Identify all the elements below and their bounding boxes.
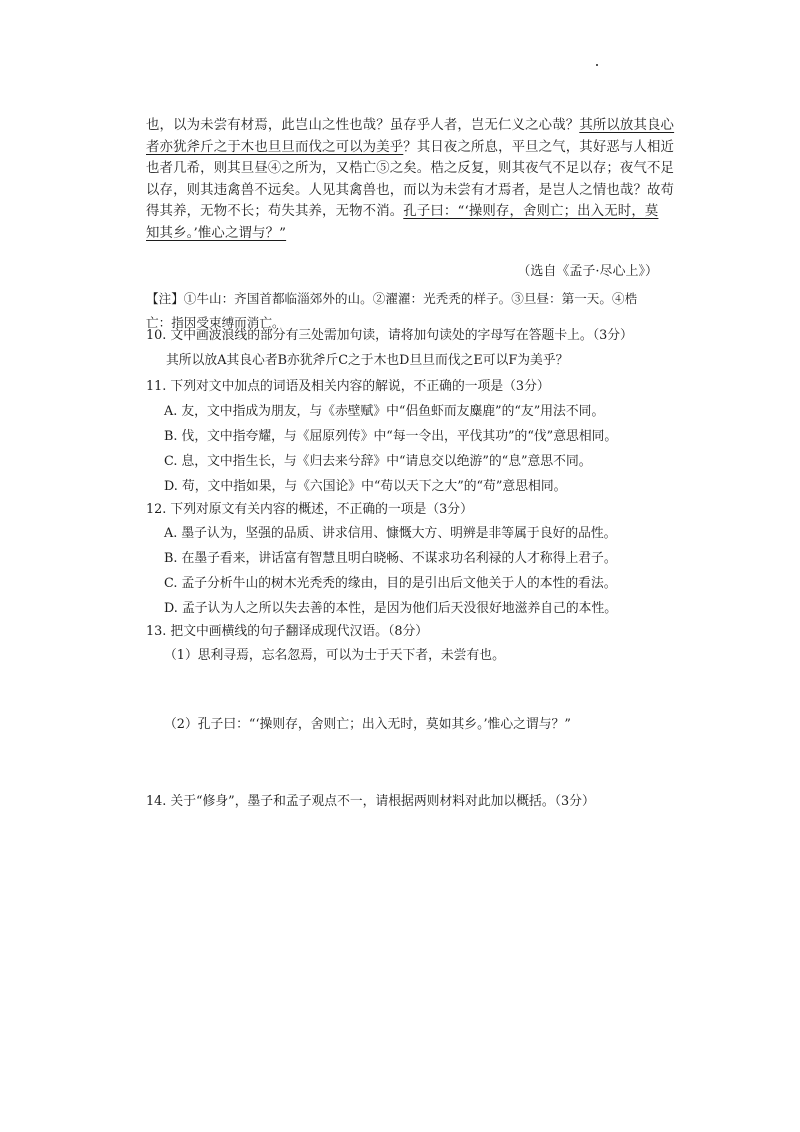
question-11-stem: 11. 下列对文中加点的词语及相关内容的解说，不正确的一项是（3分）: [146, 379, 550, 394]
question-12-option-a: A. 墨子认为，坚强的品质、讲求信用、慷慨大方、明辨是非等属于良好的品性。: [164, 526, 617, 541]
note-line: 亡：指因受束缚而消亡。: [146, 315, 285, 330]
question-11-option-d: D. 苟，文中指如果，与《六国论》中“苟以天下之大”的“苟”意思相同。: [164, 479, 567, 494]
underlined-text: 知其乡。’惟心之谓与？”: [146, 225, 287, 241]
passage-text: 以存，则其违禽兽不远矣。人见其禽兽也，而以为未尝有才焉者，是岂人之情也哉？故苟: [146, 182, 675, 198]
passage-text: 得其养，无物不长；苟失其养，无物不消。: [146, 204, 404, 219]
classical-passage: [146, 115, 675, 244]
question-12-option-d: D. 孟子认为人之所以失去善的本性，是因为他们后天没很好地滋养自己的本性。: [164, 601, 618, 616]
passage-line: [146, 180, 675, 202]
passage-text: 也者几希，则其旦昼④之所为，又梏亡⑤之矣。梏之反复，则其夜气不足以存；夜气不足: [146, 161, 675, 176]
question-12-option-c: C. 孟子分析牛山的树木光秃秃的缘由，目的是引出后文他关于人的本性的看法。: [164, 576, 617, 591]
question-13-sentence-1: （1）思利寻焉，忘名忽焉，可以为士于天下者，未尝有也。: [164, 648, 505, 663]
note-line: 【注】①牛山：齐国首都临淄郊外的山。②濯濯：光秃秃的样子。③旦昼：第一天。④梏: [146, 291, 638, 306]
passage-line: [146, 137, 675, 159]
passage-text: 也，以为未尝有材焉，此岂山之性也哉？虽存乎人者，岂无仁义之心哉？: [146, 118, 580, 133]
passage-line: [146, 115, 675, 137]
underlined-text: 孔子曰：“‘操则存，舍则亡；出入无时，莫: [403, 204, 659, 219]
question-10-text: 其所以放A其良心者B亦犹斧斤C之于木也D旦旦而伐之E可以F为美乎？: [166, 353, 569, 368]
wavy-underlined-text: 其所以放其良心: [579, 118, 675, 133]
question-11-option-b: B. 伐，文中指夸耀，与《屈原列传》中“每一令出，平伐其功”的“伐”意思相同。: [164, 429, 618, 444]
question-12-option-b: B. 在墨子看来，讲话富有智慧且明白晓畅、不谋求功名利禄的人才称得上君子。: [164, 551, 617, 566]
question-12-stem: 12. 下列对原文有关内容的概述，不正确的一项是（3分）: [146, 502, 473, 517]
question-13-stem: 13. 把文中画横线的句子翻译成现代汉语。（8分）: [146, 624, 429, 639]
passage-line: [146, 201, 662, 223]
wavy-underlined-text: 者亦犹斧斤之于木也旦旦而伐之可以为美乎: [146, 139, 404, 155]
question-14-stem: 14. 关于“修身”，墨子和孟子观点不一，请根据两则材料对此加以概括。（3分）: [146, 794, 595, 809]
passage-line: [146, 223, 662, 245]
question-13-sentence-2: （2）孔子曰：“‘操则存，舍则亡；出入无时，莫如其乡。’惟心之谓与？”: [164, 717, 571, 732]
question-11-option-a: A. 友，文中指成为朋友，与《赤壁赋》中“侣鱼虾而友麋鹿”的“友”用法不同。: [164, 404, 605, 419]
question-10-stem: 10. 文中画波浪线的部分有三处需加句读，请将加句读处的字母写在答题卡上。（3分）: [146, 328, 633, 343]
passage-line: [146, 158, 675, 180]
question-11-option-c: C. 息，文中指生长，与《归去来兮辞》中“请息交以绝游”的“息”意思不同。: [164, 454, 592, 469]
scan-speck: [596, 64, 598, 66]
source-citation: （选自《孟子·尽心上》）: [517, 264, 658, 279]
passage-text: ？其日夜之所息，平旦之气，其好恶与人相近: [403, 139, 675, 155]
